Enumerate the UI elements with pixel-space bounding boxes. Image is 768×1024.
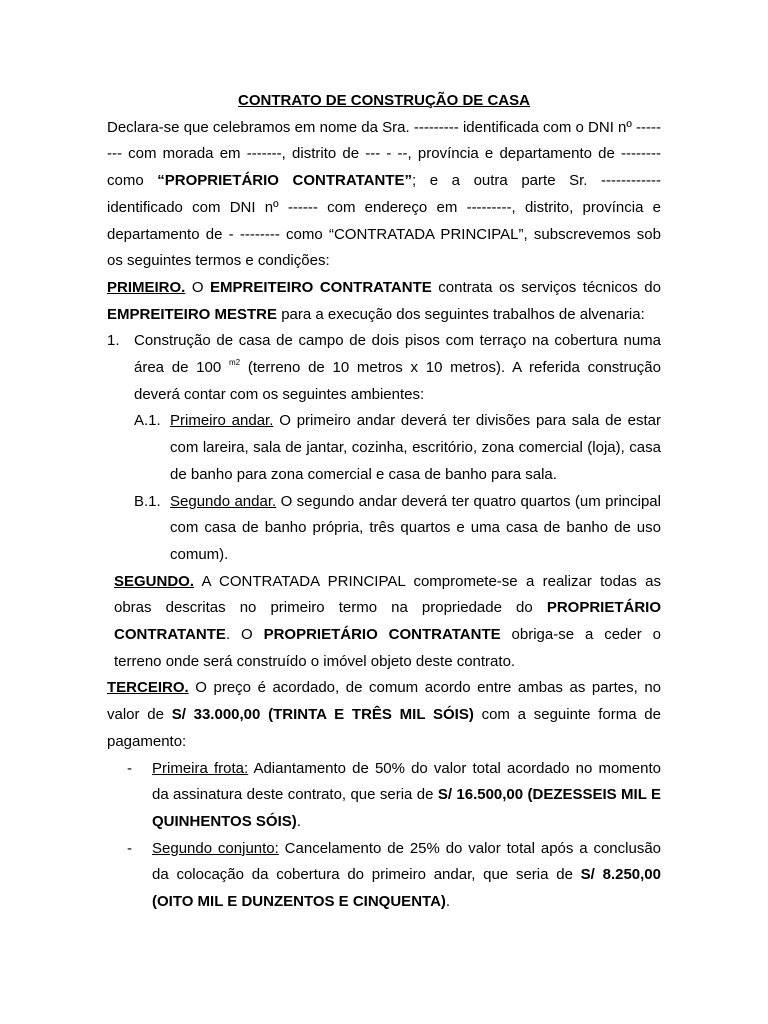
contract-title: CONTRATO DE CONSTRUÇÃO DE CASA [238, 92, 530, 109]
second-bold-1: PROPRIETÁRIO CONTRATANTE [114, 599, 661, 644]
third-bold-1: S/ 33.000,00 (TRINTA E TRÊS MIL SÓIS) [171, 706, 474, 724]
first-bold-1: EMPREITEIRO CONTRATANTE [210, 278, 432, 296]
first-clause-item-1 [107, 328, 661, 408]
item-1-text-1: Construção de casa de campo de dois pisos com terraço na cobertura numa área de 100 [134, 332, 661, 377]
payment-item-1-text-1: Adiantamento de 50% do valor total acordado no momento da assinatura deste contrato, que seria de [152, 759, 661, 804]
item-1-text-2: (terreno de 10 metros x 10 metros). A referida construção deverá contar com os seguintes ambientes: [134, 359, 661, 403]
second-text-2: . O [225, 626, 264, 644]
payment-item-2-marker: - [127, 839, 132, 857]
third-clause-heading: TERCEIRO. [107, 679, 189, 697]
payment-item-2-text-1: Cancelamento de 25% do valor total após a conclusão da colocação da cobertura do primeiro andar, que seria de [152, 839, 661, 884]
payment-item-1-body [152, 756, 661, 836]
payment-item-2-body [152, 836, 661, 916]
sub-item-a1-body [170, 408, 661, 488]
intro-text-2: ; e a outra parte Sr. ------------ identificado com DNI nº ------ com endereço em ---------, distrito, província e departamento de - -------- como “CONTRATADA PRINCIPAL”, subscrevemos sob os seguintes termos e condições: [107, 172, 661, 270]
first-text-1: O [185, 278, 210, 296]
sub-item-b1 [134, 489, 661, 569]
first-text-2: contrata os serviços técnicos do [431, 278, 661, 296]
payment-item-2-label: Segundo conjunto: [152, 839, 279, 857]
payment-item-2-amount: S/ 8.250,00 (OITO MIL E DUNZENTOS E CINQUENTA) [152, 866, 661, 911]
sub-item-b1-marker: B.1. [134, 492, 161, 510]
payment-item-1-amount: S/ 16.500,00 (DEZESSEIS MIL E QUINHENTOS SÓIS) [152, 786, 661, 830]
second-text-3: obriga-se a ceder o terreno onde será construído o imóvel objeto deste contrato. [114, 626, 661, 670]
item-1-marker: 1. [107, 332, 120, 350]
third-text-1: O preço é acordado, de comum acordo entre ambas as partes, no valor de [107, 679, 661, 724]
sub-item-a1-text: O primeiro andar deverá ter divisões para sala de estar com lareira, sala de jantar, cozinha, escritório, zona comercial (loja), casa de banho para zona comercial e casa de banho para sala. [170, 412, 661, 483]
item-1-body [134, 328, 661, 408]
item-1-superscript: m2 [228, 358, 241, 368]
first-bold-2: EMPREITEIRO MESTRE [107, 305, 278, 323]
intro-paragraph [107, 115, 661, 275]
payment-item-2 [127, 836, 661, 916]
payment-item-1-label: Primeira frota: [152, 759, 249, 777]
intro-text-1: Declara-se que celebramos em nome da Sra. --------- identificada com o DNI nº -------- com morada em -------, distrito de --- - --, província e departamento de -------- como [107, 118, 661, 190]
second-clause-heading: SEGUNDO. [114, 572, 195, 590]
sub-item-b1-body [170, 489, 661, 569]
sub-item-b1-label: Segundo andar. [170, 492, 277, 510]
sub-item-b1-text: O segundo andar deverá ter quatro quartos (um principal com casa de banho própria, três quartos e uma casa de banho de uso comum). [170, 492, 661, 563]
sub-item-a1-label: Primeiro andar. [170, 412, 274, 430]
second-bold-2: PROPRIETÁRIO CONTRATANTE [263, 626, 501, 644]
payment-item-1 [127, 756, 661, 836]
sub-item-a1 [134, 408, 661, 488]
first-clause-sublist [107, 408, 661, 568]
first-text-3: para a execução dos seguintes trabalhos de alvenaria: [277, 305, 645, 323]
first-clause [107, 275, 661, 328]
intro-owner-label: “PROPRIETÁRIO CONTRATANTE” [157, 172, 412, 190]
third-text-2: com a seguinte forma de pagamento: [107, 706, 661, 750]
third-clause [107, 675, 661, 755]
document-page [107, 88, 661, 916]
payment-item-1-marker: - [127, 759, 132, 777]
payment-item-2-text-2: . [445, 893, 451, 911]
first-clause-heading: PRIMEIRO. [107, 278, 186, 296]
payment-item-1-text-2: . [296, 812, 301, 830]
second-clause [107, 569, 661, 676]
sub-item-a1-marker: A.1. [134, 412, 161, 430]
second-text-1: A CONTRATADA PRINCIPAL compromete-se a realizar todas as obras descritas no primeiro termo na propriedade do [114, 572, 661, 617]
